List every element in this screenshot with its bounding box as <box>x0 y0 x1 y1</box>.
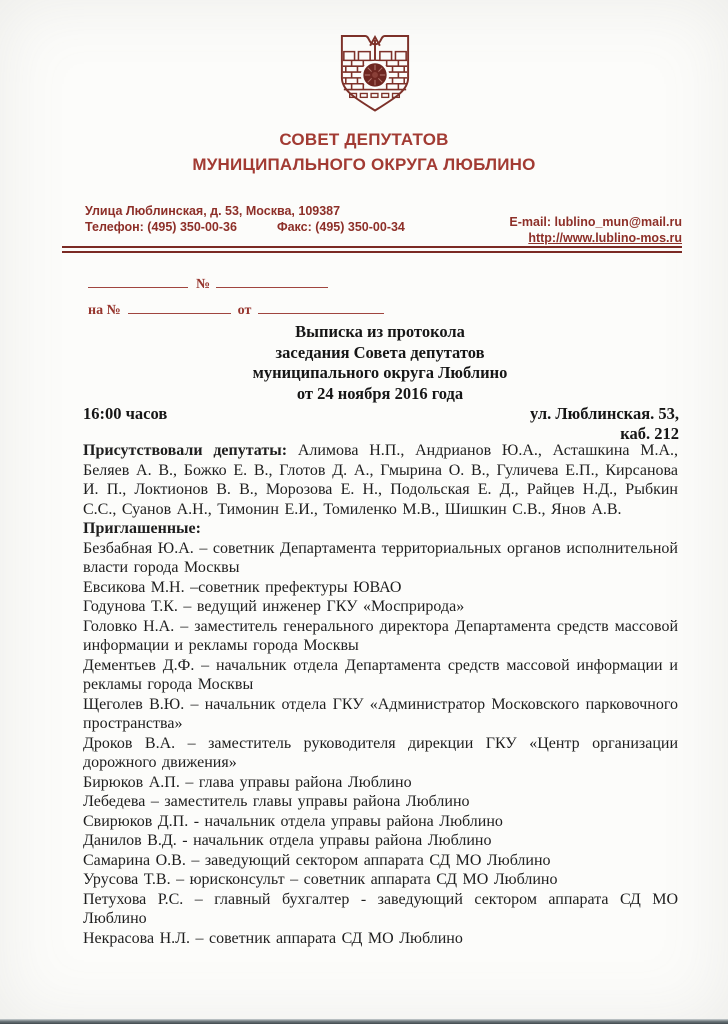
invited-entry: Безбабная Ю.А. – советник Департамента территориальных органов исполнительной власти города Москвы <box>83 539 678 576</box>
website-url: http://www.lublino-mos.ru <box>528 231 682 245</box>
invited-entry: Самарина О.В. – заведующий сектором аппарата СД МО Люблино <box>83 851 551 869</box>
reference-number-line <box>88 274 328 293</box>
invited-label: Приглашенные: <box>83 520 201 537</box>
invited-entry: Дроков В.А. – заместитель руководителя дирекции ГКУ «Центр организации дорожного движения» <box>83 734 678 771</box>
invited-entry: Урусова Т.В. – юрисконсульт – советник аппарата СД МО Люблино <box>83 871 558 888</box>
document-title <box>83 322 677 404</box>
reply-to-label: на № <box>88 303 121 318</box>
document-body <box>83 441 678 948</box>
contacts-right <box>509 214 682 246</box>
attendees-paragraph <box>83 441 678 519</box>
invited-entry: Данилов В.Д. - начальник отдела управы района Люблино <box>83 832 492 849</box>
fax-number: Факс: (495) 350-00-34 <box>276 220 405 234</box>
contacts-left <box>85 203 405 246</box>
blank-line <box>258 300 384 314</box>
letterhead-divider <box>62 246 682 253</box>
attendees-names: Алимова Н.П., Андрианов Ю.А., Асташкина М.А., Беляев А. В., Божко Е. В., Глотов Д. А., Гмырина О. В., Гуличева Е.П., Кирсанова И. П., Локтионов В. В., Морозова Е. Н., Подольская Е. Д., Райцев Н.Д., Рыбкин С.С., Суанов А.Н., Тимонин Е.И., Томиленко М.В., Шишкин С.В., Янов А.В. <box>83 442 679 518</box>
coat-of-arms-svg <box>338 32 412 116</box>
email-line: E-mail: lublino_mun@mail.ru <box>509 215 682 229</box>
title-line2: заседания Совета депутатов <box>275 342 485 362</box>
invited-list <box>83 539 678 949</box>
lyublino-coat-of-arms-icon <box>338 32 412 116</box>
invited-entry: Евсикова М.Н. –советник префектуры ЮВАО <box>83 578 402 596</box>
org-name-line2: МУНИЦИПАЛЬНОГО ОКРУГА ЛЮБЛИНО <box>192 155 536 174</box>
invited-entry: Свирюков Д.П. - начальник отдела управы района Люблино <box>83 812 503 830</box>
invited-entry: Лебедева – заместитель главы управы района Люблино <box>83 793 470 810</box>
org-name-line1: СОВЕТ ДЕПУТАТОВ <box>279 130 449 149</box>
organization-name <box>0 127 728 177</box>
title-line1: Выписка из протокола <box>295 322 465 341</box>
invited-entry: Некрасова Н.Л. – советник аппарата СД МО Люблино <box>83 929 463 947</box>
invited-entry: Щеголев В.Ю. – начальник отдела ГКУ «Администратор Московского парковочного пространства» <box>83 695 678 732</box>
blank-line <box>128 300 231 314</box>
reply-reference-line <box>88 300 384 319</box>
invited-entry: Дементьев Д.Ф. – начальник отдела Департамента средств массовой информации и рекламы города Москвы <box>83 656 678 693</box>
phone-number: Телефон: (495) 350-00-36 <box>85 220 237 234</box>
meeting-location <box>530 404 679 444</box>
blank-line <box>88 274 188 288</box>
meeting-time: 16:00 часов <box>83 404 168 423</box>
attendees-label: Присутствовали депутаты: <box>83 442 288 459</box>
meeting-info <box>83 404 679 444</box>
invited-entry: Головко Н.А. – заместитель генерального директора Департамента средств массовой информации и рекламы города Москвы <box>83 617 678 654</box>
scan-edge-artifact <box>0 1019 728 1024</box>
title-line4: от 24 ноября 2016 года <box>296 383 464 403</box>
invited-entry: Петухова Р.С. – главный бухгалтер - заведующий сектором аппарата СД МО Люблино <box>83 890 678 927</box>
phone-fax-line <box>85 219 405 235</box>
address-line: Улица Люблинская, д. 53, Москва, 109387 <box>85 204 341 218</box>
invited-entry: Бирюков А.П. – глава управы района Люблино <box>83 773 412 791</box>
from-label: от <box>237 303 252 318</box>
letterhead-contacts <box>85 203 682 246</box>
number-sign-label: № <box>196 277 211 292</box>
blank-line <box>216 274 328 288</box>
title-line3: муниципального округа Люблино <box>252 363 508 382</box>
meeting-location-line1: ул. Люблинская. 53, <box>530 404 679 423</box>
meeting-location-line2: каб. 212 <box>620 424 679 443</box>
invited-entry: Годунова Т.К. – ведущий инженер ГКУ «Мосприрода» <box>83 598 465 615</box>
